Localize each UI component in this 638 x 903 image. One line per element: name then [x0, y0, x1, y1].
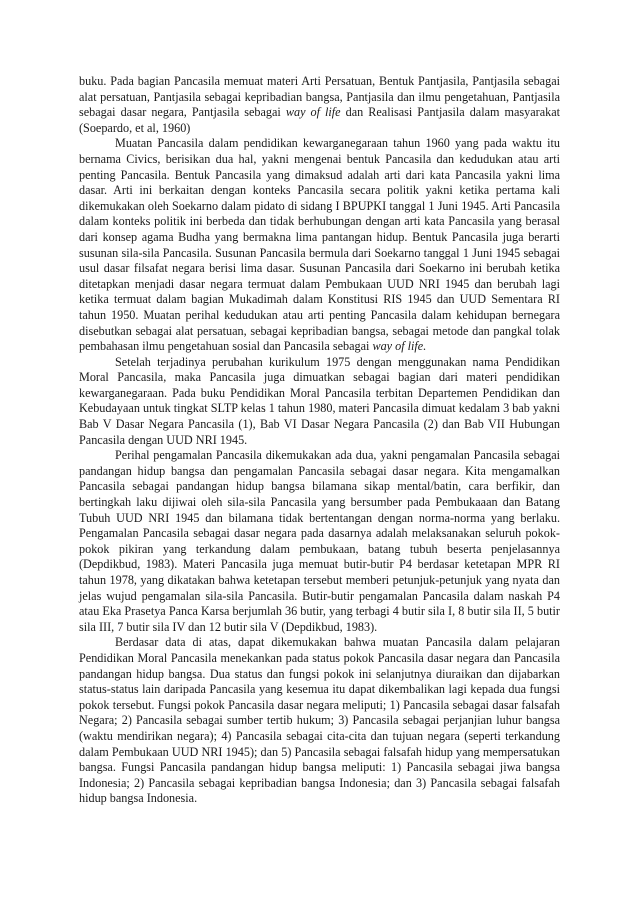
paragraph-text: buku. Pada bagian Pancasila memuat materi Arti Persatuan, Bentuk Pantjasila, Pantjasila sebagai alat persatuan, Pantjasila sebagai kepribadian bangsa, Pantjasila dan ilmu pengetahuan, Pantjasila sebagai dasar negara, Pantjasila sebagai: [79, 74, 560, 120]
paragraph-4: [79, 448, 560, 635]
paragraph-text: Muatan Pancasila dalam pendidikan kewarganegaraan tahun 1960 yang pada waktu itu bernama Civics, berisikan dua hal, yakni mengenai bentuk Pancasila dan kedudukan atau arti penting Pancasila. Bentuk Pancasila yang dimaksud adalah arti dari kata Pancasila yakni lima dasar. Arti ini berkaitan dengan konteks Pancasila secara politik yakni ketika pertama kali dikemukakan oleh Soekarno dalam pidato di sidang I BPUPKI tanggal 1 Juni 1945. Arti Pancasila dalam konteks politik ini berbeda dan tidak berhubungan dengan arti kata Pancasila yang berasal dari konsep agama Budha yang bermakna lima pantangan hidup. Bentuk Pancasila juga berarti susunan sila-sila Pancasila. Susunan Pancasila bermula dari Soekarno tanggal 1 Juni 1945 sebagai usul dasar filsafat negara berisi lima dasar. Susunan Pancasila dari Soekarno ini berubah ketika ditetapkan menjadi dasar negara termuat dalam Pembukaan UUD NRI 1945 dan berubah lagi ketika termuat dalam bagian Mukadimah dalam Konstitusi RIS 1945 dan UUD Sementara RI tahun 1950. Muatan perihal kedudukan atau arti penting Pancasila dalam kehidupan bernegara disebutkan sebagai alat persatuan, sebagai kepribadian bangsa, sebagai metode dan pangkal tolak pembahasan ilmu pengetahuan sosial dan Pancasila sebagai: [79, 136, 560, 354]
document-page: [79, 74, 560, 807]
paragraph-3: [79, 355, 560, 449]
paragraph-2: [79, 136, 560, 354]
paragraph-text: Setelah terjadinya perubahan kurikulum 1975 dengan menggunakan nama Pendidikan Moral Pancasila, maka Pancasila juga dimuatkan sebagai bagian dari materi pendidikan kewarganegaraan. Pada buku Pendidikan Moral Pancasila terbitan Departemen Pendidikan dan Kebudayaan untuk tingkat SLTP kelas 1 tahun 1980, materi Pancasila dimuat kedalam 3 bab yakni Bab V Dasar Negara Pancasila (1), Bab VI Dasar Negara Pancasila (2) dan Bab VII Hubungan Pancasila dengan UUD NRI 1945.: [79, 354, 560, 447]
paragraph-1: [79, 74, 560, 136]
paragraph-5: [79, 635, 560, 807]
italic-phrase: way of life.: [372, 339, 427, 354]
paragraph-text: Perihal pengamalan Pancasila dikemukakan ada dua, yakni pengamalan Pancasila sebagai pandangan hidup bangsa dan pengamalan Pancasila sebagai dasar negara. Kita mengamalkan Pancasila sebagai pandangan hidup bangsa bilamana sikap mental/batin, cara berfikir, dan bertingkah laku dijiwai oleh sila-sila Pancasila yang bersumber pada Pembukaaan dan Batang Tubuh UUD NRI 1945 dan bilamana tidak bertentangan dengan norma-norma yang berlaku. Pengamalan Pancasila sebagai dasar negara pada dasarnya adalah melaksanakan seluruh pokok-pokok pikiran yang terkandung dalam pembukaan, batang tubuh beserta penjelasannya (Depdikbud, 1983). Materi Pancasila juga memuat butir-butir P4 berdasar ketetapan MPR RI tahun 1978, yang dikatakan bahwa ketetapan tersebut memberi petunjuk-petunjuk yang nyata dan jelas wujud pengamalan sila-sila Pancasila. Butir-butir pengamalan Pancasila dalam naskah P4 atau Eka Prasetya Panca Karsa berjumlah 36 butir, yang terbagi 4 butir sila I, 8 butir sila II, 5 butir sila III, 7 butir sila IV dan 12 butir sila V (Depdikbud, 1983).: [79, 448, 560, 634]
paragraph-text: dan Realisasi Pantjasila dalam masyarakat (Soepardo, et al, 1960): [79, 105, 560, 135]
italic-phrase: way of life: [285, 105, 341, 120]
paragraph-text: Berdasar data di atas, dapat dikemukakan bahwa muatan Pancasila dalam pelajaran Pendidikan Moral Pancasila menekankan pada status pokok Pancasila dasar negara dan Pancasila pandangan hidup bangsa. Dua status dan fungsi pokok ini selanjutnya diuraikan dan dijabarkan status-status lain daripada Pancasila yang kesemua itu dapat dikembalikan lagi kepada dua fungsi pokok tersebut. Fungsi pokok Pancasila dasar negara meliputi; 1) Pancasila sebagai dasar falsafah Negara; 2) Pancasila sebagai sumber tertib hukum; 3) Pancasila sebagai perjanjian luhur bangsa (waktu mendirikan negara); 4) Pancasila sebagai cita-cita dan tujuan negara (seperti terkandung dalam Pembukaan UUD NRI 1945); dan 5) Pancasila sebagai falsafah hidup yang mempersatukan bangsa. Fungsi Pancasila pandangan hidup bangsa meliputi: 1) Pancasila sebagai jiwa bangsa Indonesia; 2) Pancasila sebagai kepribadian bangsa Indonesia; dan 3) Pancasila sebagai falsafah hidup bangsa Indonesia.: [79, 635, 560, 806]
